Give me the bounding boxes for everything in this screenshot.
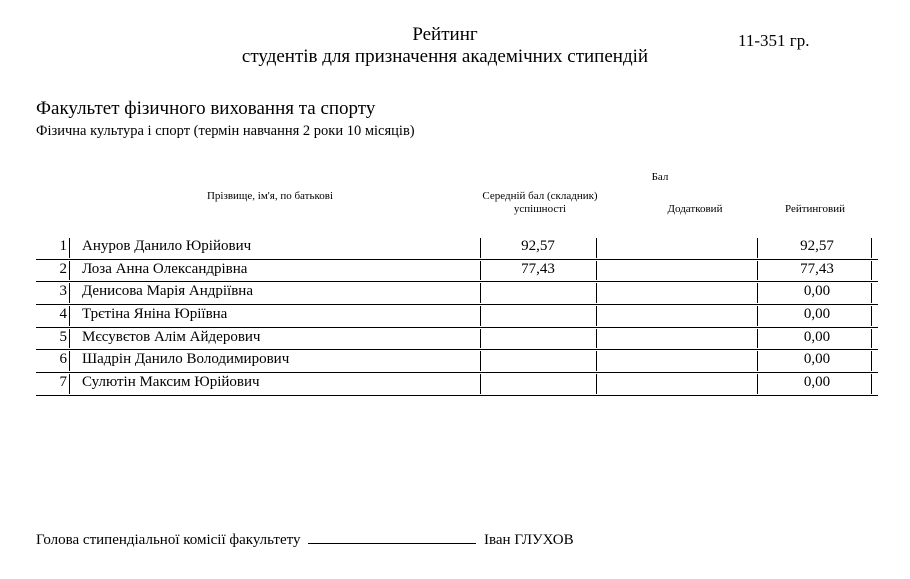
- program-name: Фізична культура і спорт (термін навчання 2 роки 10 місяців): [36, 123, 415, 139]
- table-row: [36, 350, 878, 373]
- document-subtitle: студентів для призначення академічних стипендій: [241, 46, 649, 67]
- table-row: [36, 282, 878, 305]
- rating-score: 77,43: [800, 260, 834, 277]
- rating-score: 0,00: [803, 351, 831, 368]
- rating-score: 92,57: [800, 238, 834, 254]
- signature-line: [36, 530, 574, 549]
- column-header-bal: Бал: [651, 171, 669, 183]
- row-number: 3: [59, 283, 67, 300]
- student-name: Денисова Марія Андріївна: [82, 283, 253, 300]
- faculty-name: Факультет фізичного виховання та спорту: [36, 98, 376, 119]
- row-number: 1: [59, 238, 67, 254]
- signature-blank: [308, 530, 476, 544]
- table-row: [36, 305, 878, 328]
- column-header-additional: Додатковий: [667, 203, 723, 215]
- group-label: 11-351 гр.: [738, 31, 810, 50]
- rating-table: [36, 237, 878, 396]
- commission-head-label: Голова стипендіальної комісії факультету: [36, 532, 301, 548]
- rating-score: 0,00: [803, 328, 831, 345]
- row-number: 2: [59, 260, 67, 277]
- average-score: 92,57: [521, 238, 555, 254]
- table-row: [36, 237, 878, 260]
- row-number: 7: [59, 374, 67, 391]
- student-name: Ануров Данило Юрійович: [82, 238, 252, 254]
- row-number: 5: [59, 328, 67, 345]
- student-name: Шадрін Данило Володимирович: [82, 351, 290, 368]
- table-row: [36, 373, 878, 396]
- table-row: [36, 328, 878, 351]
- rating-score: 0,00: [803, 283, 831, 300]
- document-title: Рейтинг: [412, 24, 478, 45]
- rating-score: 0,00: [803, 374, 831, 391]
- row-number: 4: [59, 306, 67, 323]
- column-header-rating: Рейтинговий: [784, 203, 846, 215]
- table-row: [36, 260, 878, 283]
- student-name: Мєсувєтов Алім Айдерович: [82, 328, 261, 345]
- column-header-average: Середній бал (складник) успішності: [482, 190, 598, 215]
- average-score: 77,43: [521, 260, 555, 277]
- student-name: Лоза Анна Олександрівна: [82, 260, 248, 277]
- column-header-name: Прізвище, ім'я, по батькові: [206, 190, 334, 202]
- signatory-name: Іван ГЛУХОВ: [484, 532, 574, 548]
- student-name: Трєтіна Яніна Юріївна: [82, 306, 228, 323]
- rating-score: 0,00: [803, 306, 831, 323]
- row-number: 6: [59, 351, 67, 368]
- student-name: Сулютін Максим Юрійович: [82, 374, 260, 391]
